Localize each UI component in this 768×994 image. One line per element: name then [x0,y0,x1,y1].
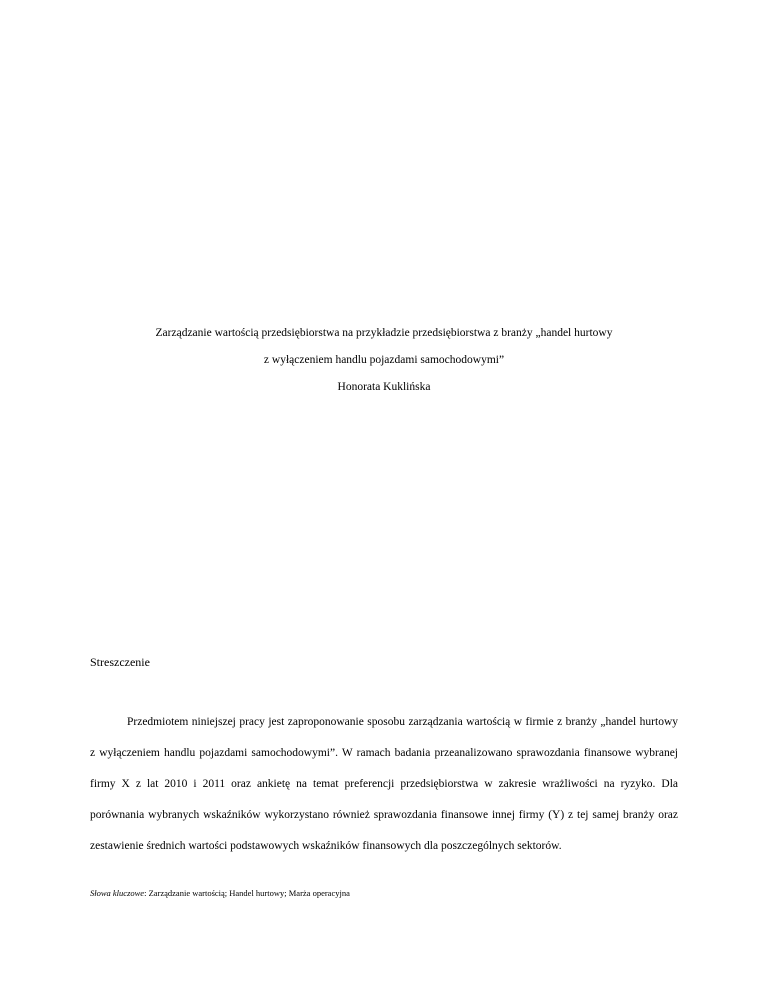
abstract-heading: Streszczenie [90,655,150,669]
title-line-1: Zarządzanie wartością przedsiębiorstwa na przykładzie przedsiębiorstwa z branży „handel hurtowy [155,327,613,339]
title-line-2: z wyłączeniem handlu pojazdami samochodowymi” [263,354,505,366]
abstract-section [90,707,678,862]
keywords-text: : Zarządzanie wartością; Handel hurtowy; Marża operacyjna [144,888,350,898]
abstract-paragraph: Przedmiotem niniejszej pracy jest zaproponowanie sposobu zarządzania wartością w firmie z branży „handel hurtowy z wyłączeniem handlu pojazdami samochodowymi”. W ramach badania przeanalizowano sprawozdania finansowe wybranej firmy X z lat 2010 i 2011 oraz ankietę na temat preferencji przedsiębiorstwa w zakresie wrażliwości na ryzyko. Dla porównania wybranych wskaźników wykorzystano również sprawozdania finansowe innej firmy (Y) z tej samej branży oraz zestawienie średnich wartości podstawowych wskaźników finansowych dla poszczególnych sektorów. [90,716,678,852]
author-name: Honorata Kuklińska [337,381,431,393]
keywords-label: Słowa kluczowe [90,888,145,898]
keywords-line [90,888,350,899]
